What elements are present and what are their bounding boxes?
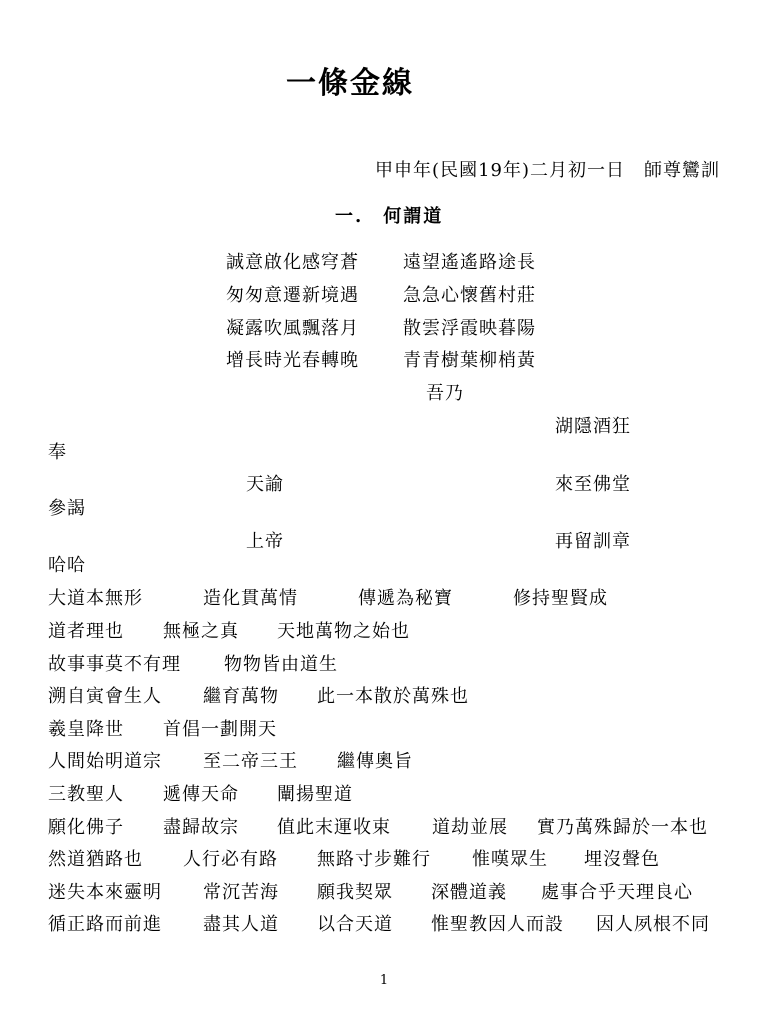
phrase: 溯自寅會生人 (48, 686, 162, 707)
phrase: 無路寸步難行 (317, 849, 431, 870)
poem-line-right: 青青樹葉柳梢黃 (403, 350, 536, 371)
phrase: 造化貫萬情 (203, 588, 298, 609)
phrase: 繼傳奧旨 (337, 751, 413, 772)
intro-zai-liu: 再留訓章 (555, 531, 631, 552)
poem-line-left: 增長時光春轉晚 (226, 350, 359, 371)
body-line (48, 584, 608, 610)
phrase: 羲皇降世 (48, 719, 124, 740)
body-line (48, 813, 708, 839)
phrase: 惟嘆眾生 (472, 849, 548, 870)
poem-line (0, 281, 768, 311)
phrase: 值此末運收束 (277, 817, 391, 838)
poem-line-right: 散雲浮霞映暮陽 (403, 318, 536, 339)
phrase: 修持聖賢成 (513, 588, 608, 609)
phrase: 願化佛子 (48, 817, 124, 838)
phrase: 盡歸故宗 (163, 817, 239, 838)
poem-line (0, 346, 768, 376)
phrase: 人行必有路 (183, 849, 278, 870)
phrase: 天地萬物之始也 (277, 621, 410, 642)
poem-line (0, 314, 768, 344)
body-line (48, 715, 277, 741)
body-line (48, 650, 338, 676)
phrase: 常沉苦海 (203, 882, 279, 903)
body-line (48, 910, 710, 936)
phrase: 遞傳天命 (163, 784, 239, 805)
phrase: 故事事莫不有理 (48, 654, 181, 675)
body-line (48, 780, 353, 806)
intro-can-ye: 參謁 (48, 498, 86, 519)
phrase: 因人夙根不同 (596, 914, 710, 935)
phrase: 無極之真 (163, 621, 239, 642)
poem-line-left: 匆匆意遷新境遇 (226, 285, 359, 306)
intro-hu-yin: 湖隱酒狂 (555, 416, 631, 437)
phrase: 傳遞為秘寶 (358, 588, 453, 609)
phrase: 闡揚聖道 (277, 784, 353, 805)
body-line (48, 747, 413, 773)
phrase: 道者理也 (48, 621, 124, 642)
phrase: 以合天道 (317, 914, 393, 935)
poem-line-right: 遠望遙遙路途長 (403, 252, 536, 273)
phrase: 迷失本來靈明 (48, 882, 162, 903)
phrase: 循正路而前進 (48, 914, 162, 935)
intro-feng: 奉 (48, 442, 67, 463)
intro-ha-ha: 哈哈 (48, 555, 86, 576)
phrase: 人間始明道宗 (48, 751, 162, 772)
body-line (48, 845, 660, 871)
poem-line-left: 誠意啟化感穹蒼 (226, 252, 359, 273)
phrase: 然道猶路也 (48, 849, 143, 870)
section-heading: 一. 何謂道 (335, 206, 444, 227)
phrase: 實乃萬殊歸於一本也 (537, 817, 708, 838)
phrase: 處事合乎天理良心 (541, 882, 693, 903)
body-line (48, 682, 469, 708)
phrase: 道劫並展 (432, 817, 508, 838)
document-title: 一條金線 (286, 66, 414, 101)
body-line (48, 617, 410, 643)
phrase: 願我契眾 (317, 882, 393, 903)
phrase: 此一本散於萬殊也 (317, 686, 469, 707)
intro-tian-yu: 天諭 (246, 474, 284, 495)
phrase: 深體道義 (431, 882, 507, 903)
dateline: 甲申年(民國19年)二月初一日 師尊鸞訓 (375, 160, 720, 181)
phrase: 物物皆由道生 (224, 654, 338, 675)
phrase: 埋沒聲色 (584, 849, 660, 870)
phrase: 至二帝三王 (203, 751, 298, 772)
phrase: 繼育萬物 (203, 686, 279, 707)
phrase: 盡其人道 (203, 914, 279, 935)
intro-lai-zhi: 來至佛堂 (555, 474, 631, 495)
poem-line-right: 急急心懷舊村莊 (403, 285, 536, 306)
body-line (48, 878, 693, 904)
phrase: 惟聖教因人而設 (431, 914, 564, 935)
poem-line-left: 凝露吹風飄落月 (226, 318, 359, 339)
phrase: 首倡一劃開天 (163, 719, 277, 740)
intro-shang-di: 上帝 (246, 531, 284, 552)
phrase: 大道本無形 (48, 588, 143, 609)
intro-wu-nai: 吾乃 (426, 383, 464, 404)
page-number: 1 (379, 973, 389, 988)
poem-line (0, 248, 768, 278)
phrase: 三教聖人 (48, 784, 124, 805)
